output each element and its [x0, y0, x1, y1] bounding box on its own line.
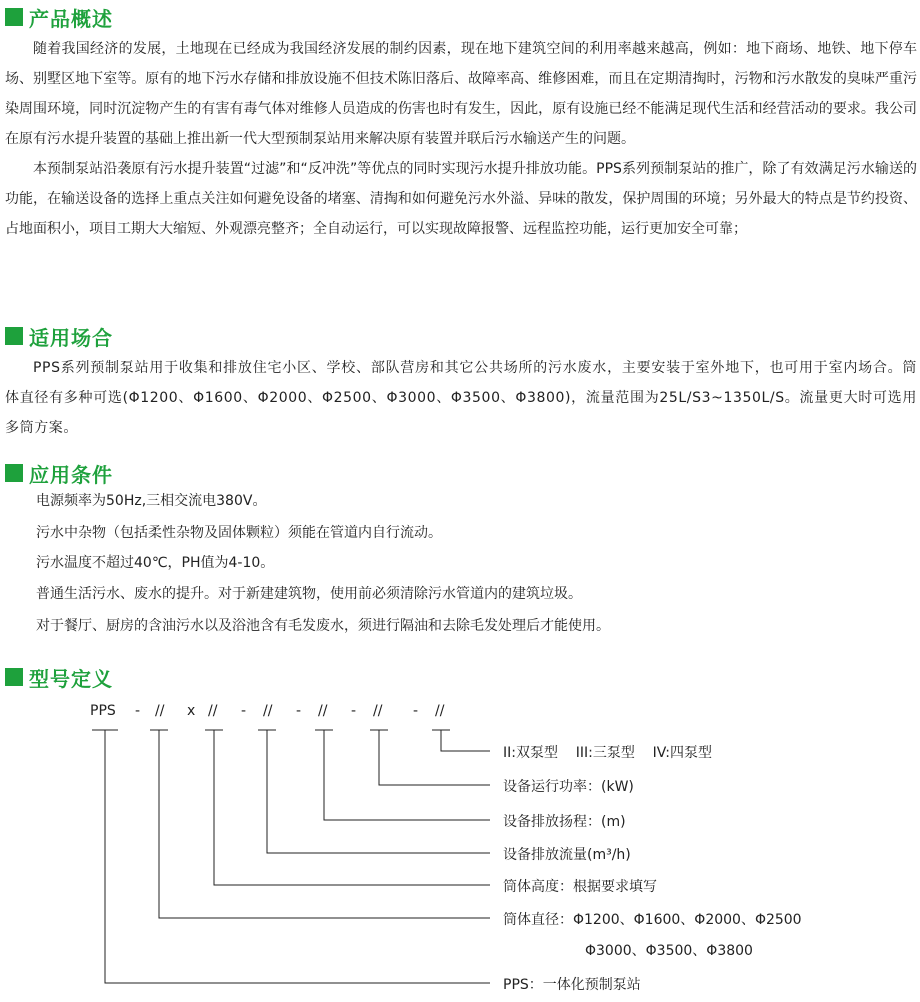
section-title: 产品概述 [29, 6, 113, 31]
label-diameter-cont: Φ3000、Φ3500、Φ3800 [585, 943, 753, 959]
condition-item: 电源频率为50Hz,三相交流电380V。 [36, 493, 267, 509]
code-slot: // [435, 703, 445, 719]
condition-item: 对于餐厅、厨房的含油污水以及浴池含有毛发废水，须进行隔油和去除毛发处理后才能使用。 [36, 618, 610, 634]
code-pps: PPS [90, 703, 116, 719]
code-dash: - [351, 703, 357, 719]
label-pps: PPS：一体化预制泵站 [503, 977, 641, 993]
label-pump-type: II:双泵型 III:三泵型 IV:四泵型 [503, 745, 712, 761]
condition-item: 普通生活污水、废水的提升。对于新建建筑物，使用前必须清除污水管道内的建筑垃圾。 [36, 586, 582, 602]
code-dash: - [413, 703, 419, 719]
section-title: 适用场合 [29, 325, 113, 350]
label-power: 设备运行功率：(kW) [503, 779, 634, 795]
application-paragraph: PPS系列预制泵站用于收集和排放住宅小区、学校、部队营房和其它公共场所的污水废水，主要安装于室外地下，也可用于室内场合。筒体直径有多种可选(Φ1200、Φ1600、Φ2000、Φ2500、Φ3000、Φ3500、Φ3800)，流量范围为25L/S3~1350L/S。流量更大时可选用多筒方案。 [5, 360, 917, 436]
code-dash: - [241, 703, 247, 719]
condition-item: 污水温度不超过40℃，PH值为4-10。 [36, 555, 275, 571]
label-flow: 设备排放流量(m³/h) [503, 847, 631, 863]
label-head: 设备排放扬程：(m) [503, 814, 626, 830]
section-title: 应用条件 [29, 462, 113, 487]
code-x: x [187, 703, 196, 719]
code-slot: // [155, 703, 165, 719]
code-dash: - [296, 703, 302, 719]
label-height: 筒体高度：根据要求填写 [503, 879, 657, 895]
code-slot: // [318, 703, 328, 719]
condition-item: 污水中杂物（包括柔性杂物及固体颗粒）须能在管道内自行流动。 [36, 525, 442, 541]
code-slot: // [208, 703, 218, 719]
label-diameter: 筒体直径：Φ1200、Φ1600、Φ2000、Φ2500 [503, 912, 802, 928]
section-title: 型号定义 [29, 666, 113, 691]
overview-paragraph-2: 本预制泵站沿袭原有污水提升装置“过滤”和“反冲洗”等优点的同时实现污水提升排放功能。PPS系列预制泵站的推广，除了有效满足污水输送的功能，在输送设备的选择上重点关注如何避免设备的堵塞、清掏和如何避免污水外溢、异味的散发，保护周围的环境；另外最大的特点是节约投资、占地面积小，项目工期大大缩短、外观漂亮整齐；全自动运行，可以实现故障报警、远程监控功能，运行更加安全可靠； [5, 161, 917, 237]
code-dash: - [135, 703, 141, 719]
code-slot: // [373, 703, 383, 719]
overview-paragraph-1: 随着我国经济的发展，土地现在已经成为我国经济发展的制约因素，现在地下建筑空间的利用率越来越高，例如：地下商场、地铁、地下停车场、别墅区地下室等。原有的地下污水存储和排放设施不但技术陈旧落后、故障率高、维修困难，而且在定期清掏时，污物和污水散发的臭味严重污染周围环境，同时沉淀物产生的有害有毒气体对维修人员造成的伤害也时有发生，因此，原有设施已经不能满足现代生活和经营活动的要求。我公司在原有污水提升装置的基础上推出新一代大型预制泵站用来解决原有装置并联后污水输送产生的问题。 [5, 41, 917, 147]
code-slot: // [263, 703, 273, 719]
